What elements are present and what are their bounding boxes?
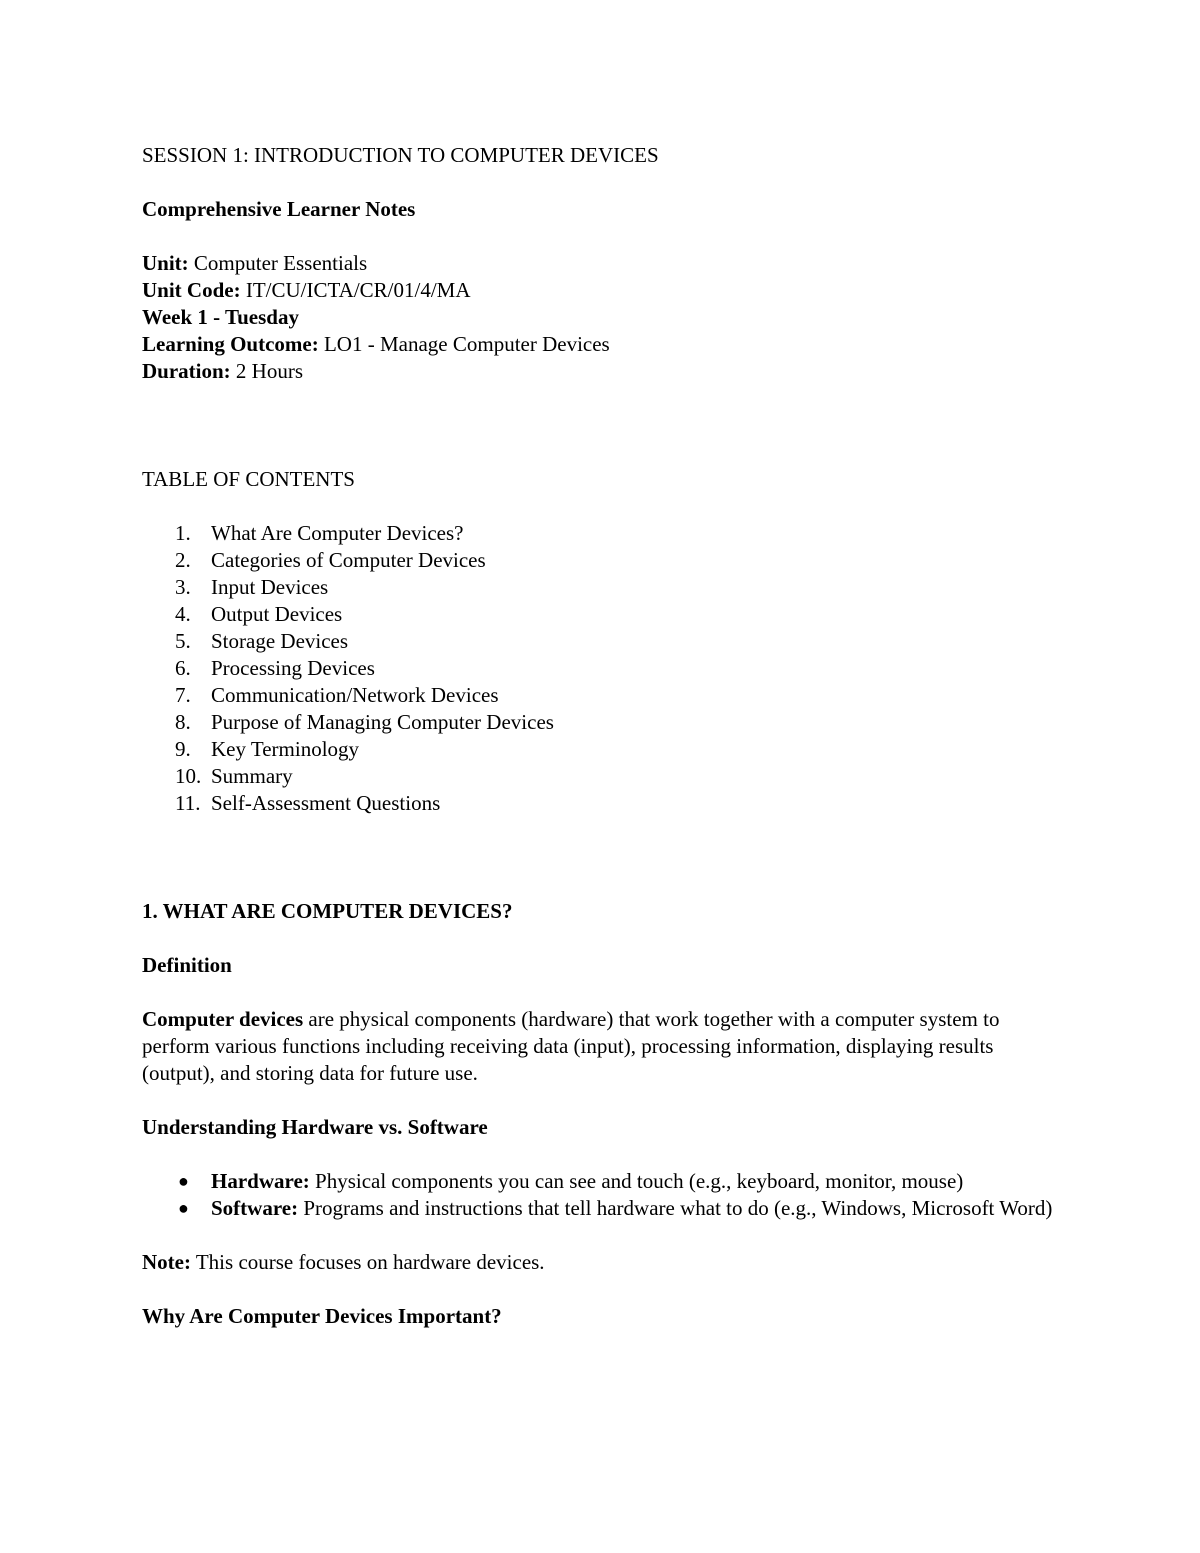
bullet-text: Programs and instructions that tell hardware what to do (e.g., Windows, Microsoft Word)	[298, 1196, 1053, 1220]
section-1-heading: 1. WHAT ARE COMPUTER DEVICES?	[142, 899, 513, 923]
toc-item-number: 8.	[175, 710, 191, 734]
toc-item	[142, 763, 1072, 790]
document-page	[142, 142, 1072, 1330]
meta-duration-value: 2 Hours	[235, 359, 304, 383]
meta-unit-value: Computer Essentials	[193, 251, 368, 275]
meta-unit-label: Unit:	[142, 251, 189, 275]
meta-unit	[142, 250, 1072, 277]
note-label: Note:	[142, 1250, 191, 1274]
toc-item	[142, 709, 1072, 736]
toc-item	[142, 736, 1072, 763]
meta-duration	[142, 358, 1072, 385]
toc-item	[142, 628, 1072, 655]
meta-outcome-label: Learning Outcome:	[142, 332, 319, 356]
toc-item-number: 3.	[175, 575, 191, 599]
toc-list	[142, 520, 1072, 817]
meta-duration-label: Duration:	[142, 359, 231, 383]
toc-item-text: Summary	[211, 764, 293, 788]
meta-unit-code-value: IT/CU/ICTA/CR/01/4/MA	[245, 278, 471, 302]
bullet-term: Hardware:	[211, 1169, 310, 1193]
toc-item-text: Communication/Network Devices	[211, 683, 499, 707]
hw-sw-list	[142, 1168, 1072, 1222]
definition-term: Computer devices	[142, 1007, 304, 1031]
toc-item	[142, 790, 1072, 817]
toc-heading: TABLE OF CONTENTS	[142, 467, 355, 491]
note-line	[142, 1249, 1072, 1276]
toc-item	[142, 682, 1072, 709]
toc-item-number: 10.	[175, 764, 202, 788]
toc-item-text: Self-Assessment Questions	[211, 791, 441, 815]
toc-item-text: Categories of Computer Devices	[211, 548, 486, 572]
bullet-icon: ●	[178, 1171, 189, 1191]
meta-outcome-value: LO1 - Manage Computer Devices	[323, 332, 610, 356]
toc-item	[142, 574, 1072, 601]
meta-unit-code	[142, 277, 1072, 304]
list-item	[142, 1168, 1072, 1195]
toc-item-number: 7.	[175, 683, 191, 707]
toc-item-number: 9.	[175, 737, 191, 761]
meta-block	[142, 250, 1072, 385]
toc-item-number: 1.	[175, 521, 191, 545]
toc-item-text: What Are Computer Devices?	[211, 521, 464, 545]
bullet-icon: ●	[178, 1198, 189, 1218]
toc-item-number: 11.	[175, 791, 201, 815]
toc-item-text: Input Devices	[211, 575, 329, 599]
meta-unit-code-label: Unit Code:	[142, 278, 241, 302]
note-text: This course focuses on hardware devices.	[190, 1250, 545, 1274]
toc-item-number: 6.	[175, 656, 191, 680]
bullet-term: Software:	[211, 1196, 299, 1220]
hw-sw-heading: Understanding Hardware vs. Software	[142, 1115, 488, 1139]
definition-heading: Definition	[142, 953, 232, 977]
toc-item-text: Storage Devices	[211, 629, 349, 653]
subtitle: Comprehensive Learner Notes	[142, 197, 416, 221]
toc-item	[142, 655, 1072, 682]
definition-text: are physical components (hardware) that work together with a computer system to perform various functions including receiving data (input), processing information, displaying results (output), and storing data for future use.	[142, 1007, 1000, 1085]
bullet-text: Physical components you can see and touch (e.g., keyboard, monitor, mouse)	[309, 1169, 964, 1193]
toc-item-text: Key Terminology	[211, 737, 360, 761]
toc-item	[142, 520, 1072, 547]
toc-item-number: 5.	[175, 629, 191, 653]
toc-item	[142, 601, 1072, 628]
toc-item-text: Output Devices	[211, 602, 343, 626]
definition-paragraph	[142, 1006, 1042, 1087]
list-item	[142, 1195, 1072, 1222]
toc-item-number: 2.	[175, 548, 191, 572]
meta-week: Week 1 - Tuesday	[142, 305, 299, 329]
toc-item-number: 4.	[175, 602, 191, 626]
toc-item-text: Purpose of Managing Computer Devices	[211, 710, 554, 734]
meta-outcome	[142, 331, 1072, 358]
session-title: SESSION 1: INTRODUCTION TO COMPUTER DEVICES	[142, 143, 659, 167]
toc-item-text: Processing Devices	[211, 656, 375, 680]
toc-item	[142, 547, 1072, 574]
importance-heading: Why Are Computer Devices Important?	[142, 1304, 502, 1328]
